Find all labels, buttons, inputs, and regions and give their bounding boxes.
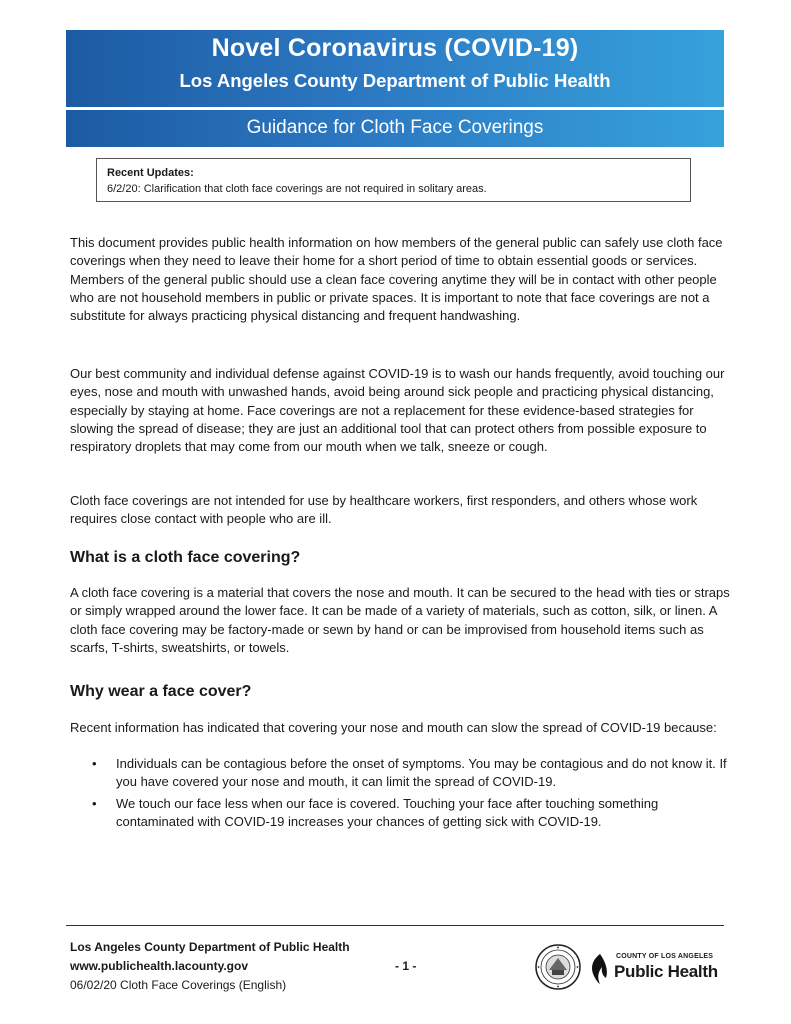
bullet-text: We touch our face less when our face is covered. Touching your face after touching something contaminated with COVID-19 increases your chances of getting sick with COVID-19. bbox=[116, 795, 659, 829]
logo-county-text: COUNTY OF LOS ANGELES bbox=[616, 953, 714, 960]
guidance-title: Guidance for Cloth Face Coverings bbox=[246, 117, 544, 138]
bullet-icon: • bbox=[92, 795, 97, 811]
county-seal-icon bbox=[535, 944, 581, 990]
page-number: - 1 - bbox=[395, 959, 417, 973]
what-is-paragraph: A cloth face covering is a material that covers the nose and mouth. It can be secured to the head with ties or straps or simply wrapped around the lower face. It can be made of a variety of materials, such as cotton, silk, or linen. A cloth face covering may be factory-made or sewn by hand or can be improvised from household items such as scarfs, T-shirts, sweatshirts, or towels. bbox=[70, 585, 730, 655]
document-title: Novel Coronavirus (COVID-19) bbox=[211, 34, 579, 62]
department-subtitle: Los Angeles County Department of Public Health bbox=[179, 70, 611, 91]
flame-figure-icon bbox=[588, 952, 612, 986]
footer-website-link[interactable]: www.publichealth.lacounty.gov bbox=[70, 959, 249, 973]
defense-paragraph: Our best community and individual defense against COVID-19 is to wash our hands frequently, avoid touching our eyes, nose and mouth with unwashed hands, avoid being around sick people and practicing physical distancing, especially by staying at home. Face coverings are not a replacement for these evidence-based strategies for slowing the spread of disease; they are just an additional tool that can protect others from possible exposure to respiratory droplets that may come from our mouth when we talk, sneeze or cough. bbox=[70, 366, 725, 455]
recent-updates-box bbox=[96, 158, 691, 202]
not-intended-paragraph: Cloth face coverings are not intended for use by healthcare workers, first responders, and others whose work requires close contact with people who are ill. bbox=[70, 493, 698, 527]
recent-updates-item: 6/2/20: Clarification that cloth face coverings are not required in solitary areas. bbox=[107, 183, 487, 195]
banner-divider bbox=[66, 107, 724, 110]
bullet-text: Individuals can be contagious before the onset of symptoms. You may be contagious and do not know it. If you have covered your nose and mouth, it can limit the spread of COVID-19. bbox=[116, 756, 727, 790]
footer-organization: Los Angeles County Department of Public Health bbox=[70, 940, 350, 954]
logo-public-health-text: Public Health bbox=[614, 962, 718, 981]
intro-paragraph: This document provides public health information on how members of the general public can safely use cloth face coverings when they need to leave their home for a short period of time to obtain essential goods or services. Members of the general public should use a clean face covering anytime they will be in contact with other people who are not household members in public or private spaces. It is important to note that face coverings are not a substitute for always practicing physical distancing and frequent handwashing. bbox=[70, 235, 723, 324]
list-item bbox=[70, 795, 730, 832]
why-wear-bullet-list bbox=[70, 755, 730, 834]
why-wear-paragraph: Recent information has indicated that covering your nose and mouth can slow the spread of COVID-19 because: bbox=[70, 720, 717, 735]
footer-divider bbox=[66, 925, 724, 926]
header-banner bbox=[66, 30, 724, 147]
footer-document-info: 06/02/20 Cloth Face Coverings (English) bbox=[70, 978, 287, 992]
what-is-heading: What is a cloth face covering? bbox=[70, 549, 301, 566]
list-item bbox=[70, 755, 730, 792]
bullet-icon: • bbox=[92, 756, 97, 771]
recent-updates-heading: Recent Updates: bbox=[107, 167, 194, 179]
why-wear-heading: Why wear a face cover? bbox=[70, 683, 252, 700]
